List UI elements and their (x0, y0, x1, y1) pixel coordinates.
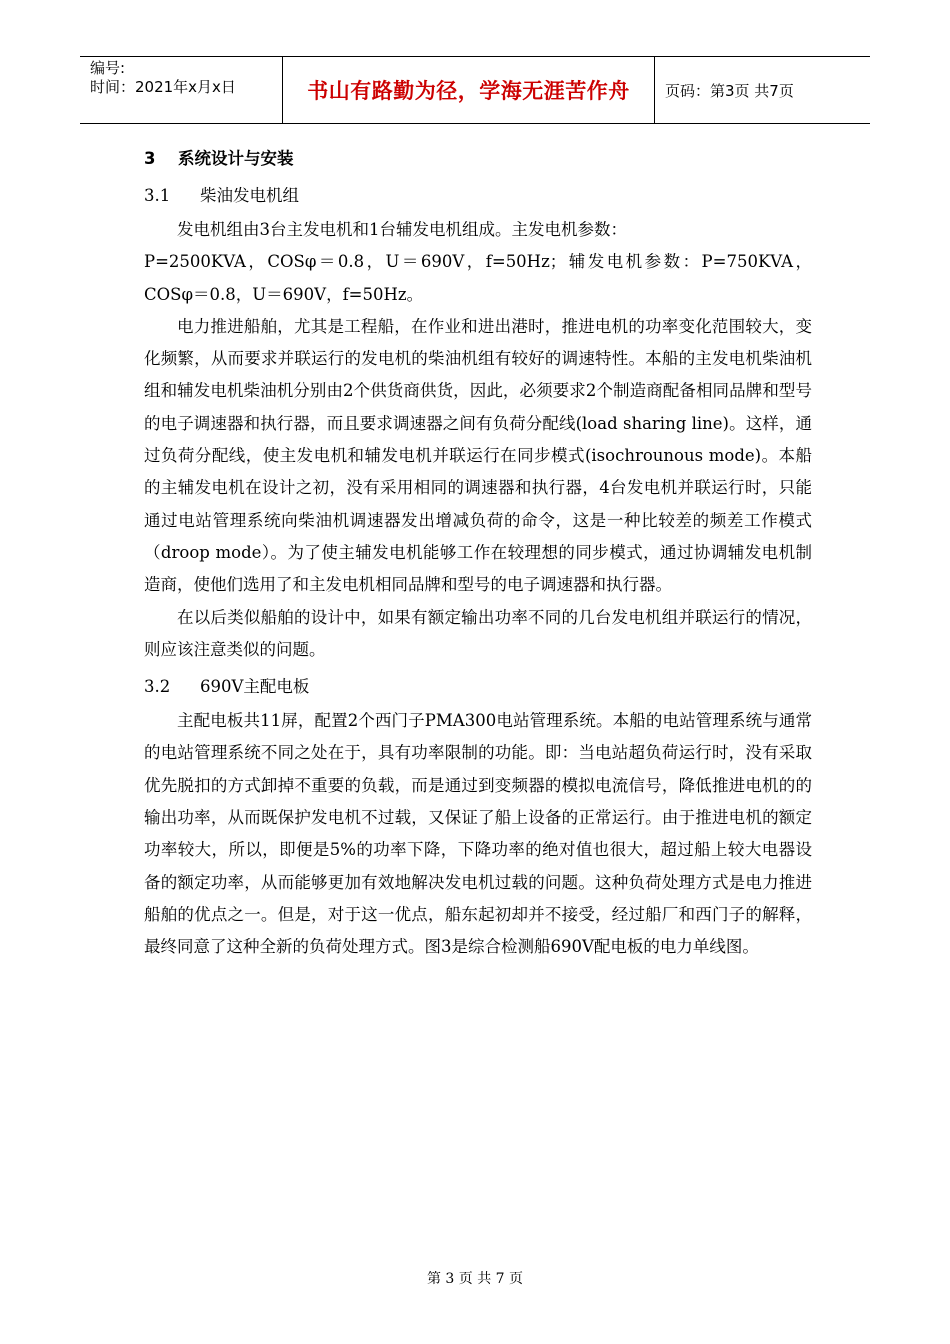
section-title: 系统设计与安装 (178, 149, 294, 168)
document-date: 时间：2021年x月x日 (90, 78, 236, 96)
paragraph: 主配电板共11屏，配置2个西门子PMA300电站管理系统。本船的电站管理系统与通常的电站管理系统不同之处在于，具有功率限制的功能。即：当电站超负荷运行时，没有采取优先脱扣的方式卸掉不重要的负载，而是通过到变频器的模拟电流信号，降低推进电机的的输出功率，从而既保护发电机不过载，又保证了船上设备的正常运行。由于推进电机的额定功率较大，所以，即便是5%的功率下降，下降功率的绝对值也很大，超过船上较大电器设备的额定功率，从而能够更加有效地解决发电机过载的问题。这种负荷处理方式是电力推进船舶的优点之一。但是，对于这一优点，船东起初却并不接受，经过船厂和西门子的解释，最终同意了这种全新的负荷处理方式。图3是综合检测船690V配电板的电力单线图。 (144, 711, 812, 957)
paragraph: 在以后类似船舶的设计中，如果有额定输出功率不同的几台发电机组并联运行的情况，则应该注意类似的问题。 (144, 607, 812, 659)
subsection-number: 3.1 (144, 186, 171, 205)
paragraph: P=2500KVA，COSφ＝0.8，U＝690V，f=50Hz；辅发电机参数：P=750KVA，COSφ＝0.8，U＝690V，f=50Hz。 (144, 252, 812, 304)
section-heading (144, 142, 812, 175)
header-page-info: 页码：第3页 共7页 (665, 81, 794, 100)
document-number-label: 编号: (90, 59, 126, 77)
document-body (144, 142, 812, 964)
subsection-heading-3-1 (144, 179, 812, 212)
section-number: 3 (144, 149, 156, 168)
page-footer: 第 3 页 共 7 页 (426, 1271, 524, 1287)
subsection-heading-3-2 (144, 670, 812, 703)
paragraph: 发电机组由3台主发电机和1台辅发电机组成。主发电机参数： (177, 220, 627, 239)
subsection-number: 3.2 (144, 677, 171, 697)
header-motto: 书山有路勤为径，学海无涯苦作舟 (283, 57, 655, 123)
subsection-title: 柴油发电机组 (200, 186, 299, 205)
paragraph: 电力推进船舶，尤其是工程船，在作业和进出港时，推进电机的功率变化范围较大，变化频繁，从而要求并联运行的发电机的柴油机组有较好的调速特性。本船的主发电机柴油机组和辅发电机柴油机分别由2个供货商供货，因此，必须要求2个制造商配备相同品牌和型号的电子调速器和执行器，而且要求调速器之间有负荷分配线(load sharing line)。这样，通过负荷分配线，使主发电机和辅发电机并联运行在同步模式(isochrounous mode)。本船的主辅发电机在设计之初，没有采用相同的调速器和执行器，4台发电机并联运行时，只能通过电站管理系统向柴油机调速器发出增减负荷的命令，这是一种比较差的频差工作模式（droop mode）。为了使主辅发电机能够工作在较理想的同步模式，通过协调辅发电机制造商，使他们选用了和主发电机相同品牌和型号的电子调速器和执行器。 (144, 316, 812, 595)
subsection-title: 690V主配电板 (200, 677, 310, 697)
page-header (80, 56, 870, 124)
header-meta (80, 57, 283, 123)
